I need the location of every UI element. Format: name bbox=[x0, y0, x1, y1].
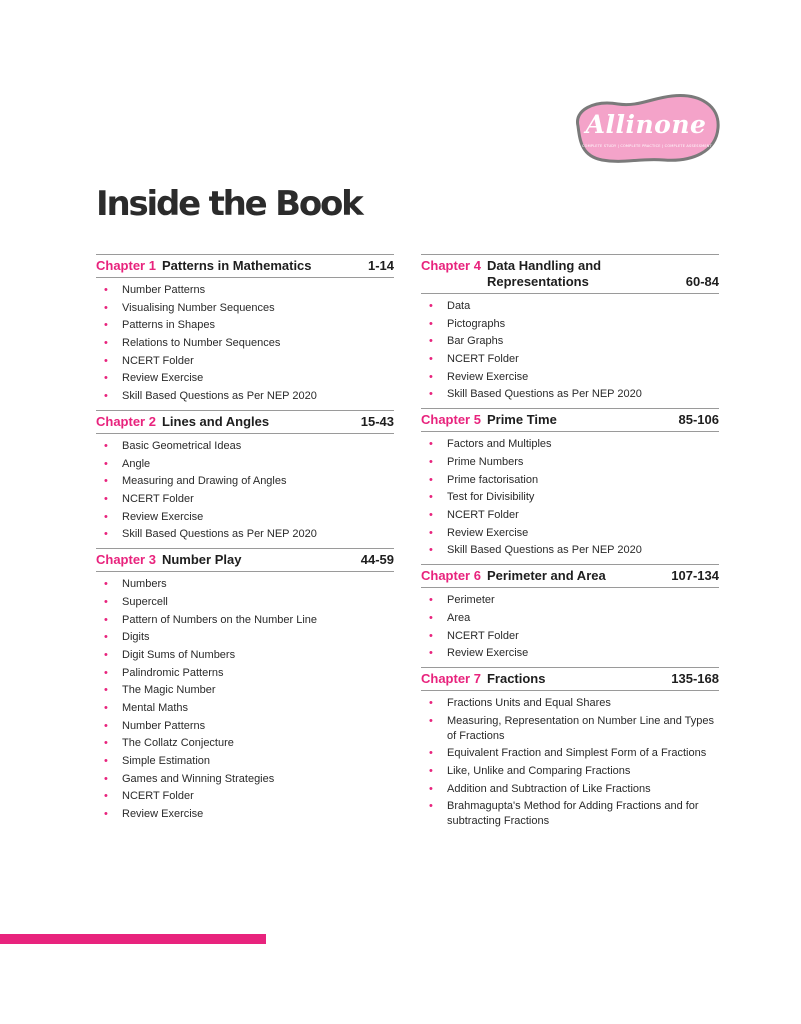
chapter-pages: 60-84 bbox=[685, 274, 719, 289]
topic-item bbox=[421, 352, 719, 367]
topic-text: Skill Based Questions as Per NEP 2020 bbox=[122, 528, 317, 541]
topic-text: Fractions Units and Equal Shares bbox=[447, 697, 611, 710]
topic-item bbox=[96, 807, 394, 822]
page-title: Inside the Book bbox=[96, 184, 362, 224]
topic-text: Area bbox=[447, 611, 471, 624]
bullet-icon: • bbox=[104, 719, 108, 732]
topic-text: Basic Geometrical Ideas bbox=[122, 439, 242, 452]
bullet-icon: • bbox=[104, 595, 108, 608]
topic-item bbox=[96, 648, 394, 663]
topic-text: The Collatz Conjecture bbox=[122, 737, 234, 750]
topic-text: Skill Based Questions as Per NEP 2020 bbox=[122, 390, 317, 403]
bullet-icon: • bbox=[104, 475, 108, 488]
topic-text: Palindromic Patterns bbox=[122, 666, 224, 679]
bullet-icon: • bbox=[429, 782, 433, 795]
chapter-heading bbox=[421, 409, 719, 432]
topic-item bbox=[96, 371, 394, 386]
topic-text: Measuring, Representation on Number Line and Types of Fractions bbox=[447, 714, 715, 742]
chapter-pages: 15-43 bbox=[360, 413, 394, 429]
chapter-block bbox=[96, 548, 394, 822]
topic-item bbox=[421, 370, 719, 385]
bullet-icon: • bbox=[104, 684, 108, 697]
topic-text: Patterns in Shapes bbox=[122, 319, 215, 332]
topic-text: Test for Divisibility bbox=[447, 491, 535, 504]
contents-column-left bbox=[96, 254, 394, 828]
topic-text: NCERT Folder bbox=[122, 492, 194, 505]
bullet-icon: • bbox=[429, 491, 433, 504]
bullet-icon: • bbox=[429, 647, 433, 660]
bullet-icon: • bbox=[429, 473, 433, 486]
chapter-heading bbox=[96, 255, 394, 278]
topic-text: Prime Numbers bbox=[447, 455, 524, 468]
chapter-pages: 85-106 bbox=[678, 412, 719, 428]
bullet-icon: • bbox=[104, 772, 108, 785]
bullet-icon: • bbox=[104, 631, 108, 644]
topic-text: The Magic Number bbox=[122, 684, 216, 697]
topic-text: Review Exercise bbox=[447, 526, 529, 539]
topic-item bbox=[421, 646, 719, 661]
bullet-icon: • bbox=[429, 317, 433, 330]
bullet-icon: • bbox=[429, 438, 433, 451]
topic-item bbox=[421, 437, 719, 452]
topic-item bbox=[96, 389, 394, 404]
chapter-title: Lines and Angles bbox=[161, 413, 270, 429]
topic-text: Bar Graphs bbox=[447, 335, 504, 348]
topic-item bbox=[96, 492, 394, 507]
topic-item bbox=[96, 336, 394, 351]
chapter-pages: 107-134 bbox=[671, 568, 719, 584]
topic-text: Review Exercise bbox=[122, 372, 204, 385]
topic-item bbox=[421, 696, 719, 711]
topic-item bbox=[421, 782, 719, 797]
topic-text: Number Patterns bbox=[122, 284, 206, 296]
topic-list bbox=[421, 593, 719, 661]
topic-text: Supercell bbox=[122, 595, 168, 608]
bullet-icon: • bbox=[429, 388, 433, 401]
logo-tagline: COMPLETE STUDY | COMPLETE PRACTICE | COMPLETE ASSESSMENT bbox=[582, 144, 712, 148]
topic-item bbox=[96, 354, 394, 369]
topic-text: Numbers bbox=[122, 578, 167, 591]
topic-item bbox=[96, 666, 394, 681]
bullet-icon: • bbox=[429, 629, 433, 642]
bullet-icon: • bbox=[104, 578, 108, 591]
topic-item bbox=[96, 754, 394, 769]
topic-text: Measuring and Drawing of Angles bbox=[122, 475, 287, 488]
topic-text: Pattern of Numbers on the Number Line bbox=[122, 613, 318, 626]
bullet-icon: • bbox=[104, 755, 108, 768]
bullet-icon: • bbox=[104, 613, 108, 626]
bullet-icon: • bbox=[429, 800, 433, 813]
topic-item bbox=[96, 701, 394, 716]
chapter-number: Chapter 1 bbox=[96, 258, 156, 273]
topic-text: Skill Based Questions as Per NEP 2020 bbox=[447, 388, 642, 401]
topic-text: Angle bbox=[122, 457, 151, 470]
topic-text: Review Exercise bbox=[447, 370, 529, 383]
bullet-icon: • bbox=[429, 508, 433, 521]
topic-text: Brahmagupta's Method for Adding Fractions and for subtracting Fractions bbox=[447, 800, 699, 828]
bullet-icon: • bbox=[104, 439, 108, 452]
bullet-icon: • bbox=[104, 648, 108, 661]
bullet-icon: • bbox=[429, 353, 433, 366]
bullet-icon: • bbox=[104, 319, 108, 332]
topic-item bbox=[421, 764, 719, 779]
topic-text: Mental Maths bbox=[122, 701, 189, 714]
chapter-title: Number Play bbox=[161, 552, 242, 568]
chapter-heading bbox=[421, 255, 719, 294]
chapter-pages: 135-168 bbox=[671, 671, 719, 687]
topic-item bbox=[96, 719, 394, 734]
topic-text: Addition and Subtraction of Like Fractions bbox=[447, 782, 651, 795]
bullet-icon: • bbox=[429, 697, 433, 710]
chapter-heading bbox=[421, 565, 719, 588]
topic-item bbox=[96, 474, 394, 489]
topic-item bbox=[96, 683, 394, 698]
topic-item bbox=[421, 299, 719, 314]
allinone-logo bbox=[568, 92, 724, 166]
chapter-title: Data Handling and Representations bbox=[486, 258, 602, 289]
topic-text: NCERT Folder bbox=[122, 790, 194, 803]
topic-item bbox=[96, 439, 394, 454]
chapter-pages: 1-14 bbox=[367, 258, 394, 273]
topic-item bbox=[421, 317, 719, 332]
topic-text: Simple Estimation bbox=[122, 755, 211, 768]
topic-item bbox=[421, 508, 719, 523]
topic-list bbox=[421, 437, 719, 558]
topic-text: NCERT Folder bbox=[122, 354, 194, 367]
topic-text: Prime factorisation bbox=[447, 473, 539, 486]
chapter-block bbox=[96, 254, 394, 404]
bullet-icon: • bbox=[429, 455, 433, 468]
topic-text: Data bbox=[447, 300, 471, 312]
topic-text: Pictographs bbox=[447, 317, 506, 330]
bullet-icon: • bbox=[429, 764, 433, 777]
topic-list bbox=[421, 299, 719, 402]
bullet-icon: • bbox=[429, 747, 433, 760]
chapter-block bbox=[421, 667, 719, 829]
decorative-accent-bar bbox=[0, 934, 266, 944]
topic-item bbox=[96, 510, 394, 525]
topic-item bbox=[421, 473, 719, 488]
chapter-title: Fractions bbox=[486, 671, 546, 687]
topic-item bbox=[421, 746, 719, 761]
bullet-icon: • bbox=[104, 510, 108, 523]
topic-text: Perimeter bbox=[447, 594, 495, 607]
topic-item bbox=[96, 318, 394, 333]
chapter-block bbox=[421, 408, 719, 558]
topic-text: Number Patterns bbox=[122, 719, 206, 732]
bullet-icon: • bbox=[104, 808, 108, 821]
topic-text: NCERT Folder bbox=[447, 353, 519, 366]
topic-item bbox=[421, 543, 719, 558]
topic-item bbox=[96, 789, 394, 804]
bullet-icon: • bbox=[429, 300, 433, 312]
topic-item bbox=[96, 595, 394, 610]
bullet-icon: • bbox=[104, 337, 108, 350]
chapter-title: Prime Time bbox=[486, 412, 557, 428]
topic-list bbox=[96, 577, 394, 822]
topic-item bbox=[421, 593, 719, 608]
topic-item bbox=[421, 526, 719, 541]
bullet-icon: • bbox=[104, 701, 108, 714]
bullet-icon: • bbox=[429, 714, 433, 727]
bullet-icon: • bbox=[104, 354, 108, 367]
topic-item bbox=[96, 527, 394, 542]
bullet-icon: • bbox=[429, 594, 433, 607]
bullet-icon: • bbox=[104, 372, 108, 385]
chapter-heading bbox=[96, 549, 394, 572]
bullet-icon: • bbox=[429, 370, 433, 383]
chapter-number: Chapter 4 bbox=[421, 258, 481, 273]
topic-text: Visualising Number Sequences bbox=[122, 301, 275, 314]
bullet-icon: • bbox=[429, 335, 433, 348]
chapter-heading bbox=[421, 668, 719, 691]
chapter-title: Patterns in Mathematics bbox=[161, 258, 312, 273]
topic-item bbox=[421, 490, 719, 505]
topic-text: Games and Winning Strategies bbox=[122, 772, 275, 785]
chapter-number: Chapter 6 bbox=[421, 568, 481, 584]
topic-text: NCERT Folder bbox=[447, 508, 519, 521]
topic-item bbox=[96, 630, 394, 645]
topic-item bbox=[421, 455, 719, 470]
topic-item bbox=[421, 799, 719, 829]
topic-item bbox=[96, 283, 394, 298]
bullet-icon: • bbox=[104, 284, 108, 296]
bullet-icon: • bbox=[104, 737, 108, 750]
chapter-number: Chapter 7 bbox=[421, 671, 481, 687]
chapter-number: Chapter 2 bbox=[96, 413, 156, 429]
topic-item bbox=[96, 301, 394, 316]
topic-text: Digits bbox=[122, 631, 150, 644]
topic-item bbox=[421, 629, 719, 644]
topic-text: Like, Unlike and Comparing Fractions bbox=[447, 764, 631, 777]
chapter-number: Chapter 3 bbox=[96, 552, 156, 568]
contents-column-right bbox=[421, 254, 719, 835]
topic-list bbox=[421, 696, 719, 829]
logo-wordmark: Allinone bbox=[585, 110, 707, 139]
chapter-block bbox=[421, 564, 719, 661]
topic-list bbox=[96, 439, 394, 542]
bullet-icon: • bbox=[104, 492, 108, 505]
topic-text: Review Exercise bbox=[122, 808, 204, 821]
topic-text: Skill Based Questions as Per NEP 2020 bbox=[447, 544, 642, 557]
topic-item bbox=[421, 611, 719, 626]
topic-text: Review Exercise bbox=[122, 510, 204, 523]
bullet-icon: • bbox=[104, 301, 108, 314]
chapter-heading bbox=[96, 411, 394, 434]
bullet-icon: • bbox=[104, 790, 108, 803]
topic-item bbox=[421, 334, 719, 349]
chapter-title: Perimeter and Area bbox=[486, 568, 606, 584]
topic-list bbox=[96, 283, 394, 404]
bullet-icon: • bbox=[429, 526, 433, 539]
topic-text: Factors and Multiples bbox=[447, 438, 552, 451]
topic-item bbox=[96, 457, 394, 472]
topic-item bbox=[96, 736, 394, 751]
topic-item bbox=[421, 387, 719, 402]
bullet-icon: • bbox=[429, 544, 433, 557]
chapter-number: Chapter 5 bbox=[421, 412, 481, 428]
topic-text: Equivalent Fraction and Simplest Form of a Fractions bbox=[447, 747, 707, 760]
bullet-icon: • bbox=[104, 666, 108, 679]
topic-item bbox=[96, 577, 394, 592]
chapter-block bbox=[96, 410, 394, 542]
chapter-block bbox=[421, 254, 719, 402]
bullet-icon: • bbox=[104, 528, 108, 541]
topic-item bbox=[96, 772, 394, 787]
chapter-pages: 44-59 bbox=[360, 552, 394, 568]
topic-item bbox=[421, 714, 719, 744]
topic-text: Digit Sums of Numbers bbox=[122, 648, 236, 661]
bullet-icon: • bbox=[104, 390, 108, 403]
topic-item bbox=[96, 613, 394, 628]
topic-text: Review Exercise bbox=[447, 647, 529, 660]
bullet-icon: • bbox=[429, 611, 433, 624]
bullet-icon: • bbox=[104, 457, 108, 470]
topic-text: NCERT Folder bbox=[447, 629, 519, 642]
topic-text: Relations to Number Sequences bbox=[122, 337, 281, 350]
